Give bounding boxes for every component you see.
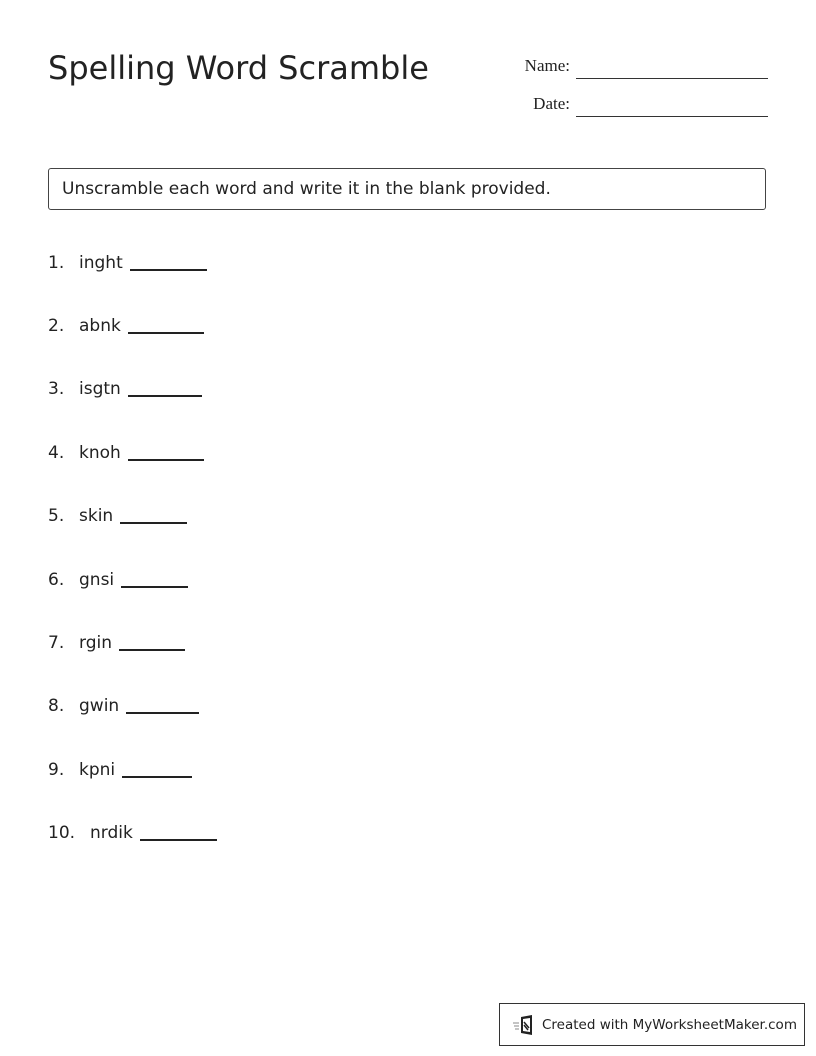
question-number: 7. <box>48 633 65 653</box>
scrambled-word: nrdik <box>90 823 133 843</box>
question-1 <box>48 251 207 279</box>
answer-blank[interactable] <box>120 521 187 524</box>
question-4 <box>48 441 204 469</box>
question-number: 9. <box>48 760 65 780</box>
answer-blank[interactable] <box>126 711 199 714</box>
answer-blank[interactable] <box>140 838 217 841</box>
question-5 <box>48 504 187 532</box>
question-6 <box>48 568 188 596</box>
footer-text: Created with MyWorksheetMaker.com <box>542 1016 797 1033</box>
question-10 <box>48 821 217 849</box>
answer-blank[interactable] <box>122 775 192 778</box>
answer-blank[interactable] <box>128 458 204 461</box>
question-number: 10. <box>48 823 76 843</box>
scrambled-word: knoh <box>79 443 121 463</box>
instructions-box: Unscramble each word and write it in the blank provided. <box>48 168 766 210</box>
question-number: 6. <box>48 570 65 590</box>
question-9 <box>48 758 192 786</box>
scrambled-word: isgtn <box>79 379 121 399</box>
question-number: 4. <box>48 443 65 463</box>
footer-credit[interactable] <box>499 1003 805 1046</box>
date-field[interactable] <box>500 90 768 120</box>
question-8 <box>48 694 199 722</box>
name-blank-line[interactable] <box>576 78 768 79</box>
scrambled-word: kpni <box>79 760 116 780</box>
worksheet-maker-logo-icon <box>512 1014 536 1036</box>
scrambled-word: gnsi <box>79 570 115 590</box>
scrambled-word: skin <box>79 506 114 526</box>
answer-blank[interactable] <box>130 268 207 271</box>
question-number: 3. <box>48 379 65 399</box>
question-number: 2. <box>48 316 65 336</box>
question-2 <box>48 314 204 342</box>
answer-blank[interactable] <box>128 331 204 334</box>
date-label: Date: <box>533 94 570 113</box>
question-number: 5. <box>48 506 65 526</box>
scrambled-word: inght <box>79 253 123 273</box>
date-blank-line[interactable] <box>576 116 768 117</box>
scrambled-word: abnk <box>79 316 121 336</box>
question-number: 8. <box>48 696 65 716</box>
question-number: 1. <box>48 253 65 273</box>
name-label: Name: <box>524 56 570 75</box>
question-3 <box>48 377 202 405</box>
answer-blank[interactable] <box>119 648 185 651</box>
worksheet-title: Spelling Word Scramble <box>48 49 429 87</box>
answer-blank[interactable] <box>121 585 188 588</box>
scrambled-word: gwin <box>79 696 120 716</box>
scrambled-word: rgin <box>79 633 112 653</box>
answer-blank[interactable] <box>128 394 202 397</box>
question-7 <box>48 631 185 659</box>
name-field[interactable] <box>500 52 768 82</box>
